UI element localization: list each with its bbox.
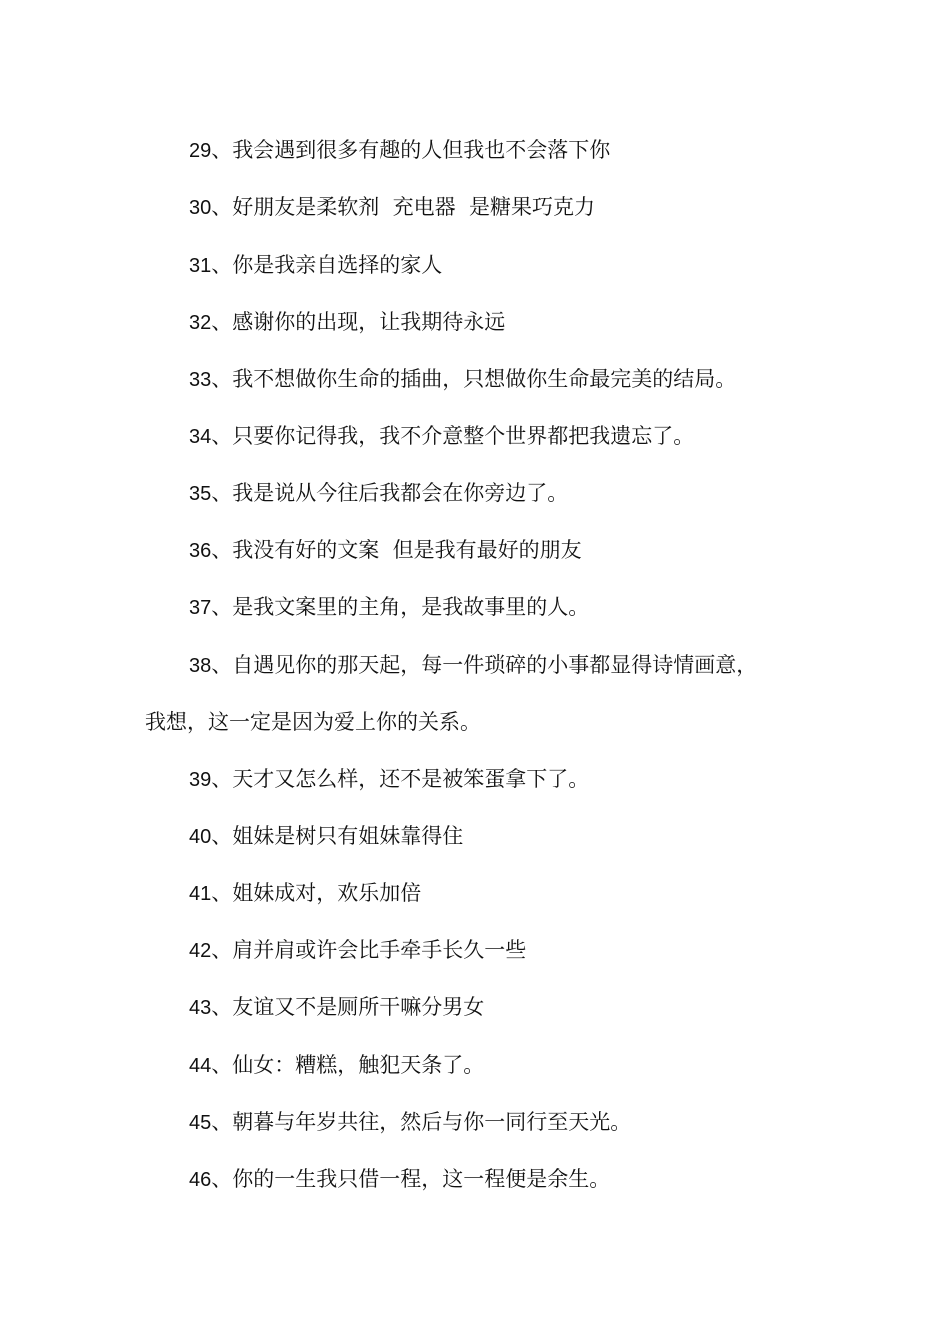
list-item [189, 592, 829, 623]
list-item [189, 935, 829, 966]
list-item [189, 992, 829, 1023]
item-separator: 、 [211, 538, 233, 562]
list-item [189, 878, 829, 909]
item-text: 自遇见你的那天起，每一件琐碎的小事都显得诗情画意， [232, 653, 758, 677]
item-separator: 、 [211, 767, 233, 791]
list-item [189, 1107, 829, 1138]
item-separator: 、 [211, 995, 233, 1019]
list-item [189, 250, 829, 281]
list-item [189, 764, 829, 795]
item-number: 44 [189, 1055, 212, 1077]
item-separator: 、 [211, 253, 233, 277]
list-item [189, 478, 829, 509]
item-separator: 、 [211, 881, 233, 905]
item-separator: 、 [211, 481, 233, 505]
item-number: 30 [189, 197, 212, 219]
item-separator: 、 [211, 195, 233, 219]
item-number: 45 [189, 1112, 212, 1134]
item-number: 41 [189, 883, 212, 905]
item-text: 姐妹成对，欢乐加倍 [232, 881, 422, 905]
item-separator: 、 [211, 938, 233, 962]
list-item [189, 364, 829, 395]
item-number: 32 [189, 312, 212, 334]
item-text: 是我文案里的主角，是我故事里的人。 [232, 595, 590, 619]
list-item [189, 1164, 829, 1195]
item-text: 感谢你的出现，让我期待永远 [232, 310, 506, 334]
item-number: 40 [189, 826, 212, 848]
list-item [189, 650, 829, 681]
item-number: 33 [189, 369, 212, 391]
list-item-continuation: 我想，这一定是因为爱上你的关系。 [145, 710, 481, 734]
item-number: 36 [189, 540, 212, 562]
item-separator: 、 [211, 367, 233, 391]
item-text: 你是我亲自选择的家人 [232, 253, 443, 277]
item-text: 友谊又不是厕所干嘛分男女 [232, 995, 485, 1019]
item-number: 37 [189, 597, 212, 619]
item-number: 35 [189, 483, 212, 505]
item-separator: 、 [211, 653, 233, 677]
item-text: 你的一生我只借一程，这一程便是余生。 [232, 1167, 611, 1191]
item-separator: 、 [211, 310, 233, 334]
list-item [189, 1050, 829, 1081]
item-text: 仙女：糟糕，触犯天条了。 [232, 1053, 485, 1077]
item-number: 34 [189, 426, 212, 448]
item-text: 朝暮与年岁共往，然后与你一同行至天光。 [232, 1110, 632, 1134]
item-separator: 、 [211, 595, 233, 619]
list-item [189, 192, 829, 223]
item-text: 我不想做你生命的插曲，只想做你生命最完美的结局。 [232, 367, 737, 391]
item-text: 姐妹是树只有姐妹靠得住 [232, 824, 464, 848]
item-separator: 、 [211, 1167, 233, 1191]
item-text: 只要你记得我，我不介意整个世界都把我遗忘了。 [232, 424, 695, 448]
list-item [189, 307, 829, 338]
item-text: 我没有好的文案 但是我有最好的朋友 [232, 538, 582, 562]
item-separator: 、 [211, 424, 233, 448]
item-separator: 、 [211, 824, 233, 848]
item-text: 好朋友是柔软剂 充电器 是糖果巧克力 [232, 195, 595, 219]
item-separator: 、 [211, 1053, 233, 1077]
list-item [189, 135, 829, 166]
item-number: 42 [189, 940, 212, 962]
item-number: 46 [189, 1169, 212, 1191]
item-text: 我是说从今往后我都会在你旁边了。 [232, 481, 569, 505]
item-number: 43 [189, 997, 212, 1019]
item-number: 31 [189, 255, 212, 277]
item-separator: 、 [211, 138, 233, 162]
item-text: 我会遇到很多有趣的人但我也不会落下你 [232, 138, 611, 162]
list-item [189, 535, 829, 566]
list-item [189, 821, 829, 852]
item-number: 29 [189, 140, 212, 162]
item-number: 39 [189, 769, 212, 791]
item-text: 天才又怎么样，还不是被笨蛋拿下了。 [232, 767, 590, 791]
item-text: 肩并肩或许会比手牵手长久一些 [232, 938, 527, 962]
item-separator: 、 [211, 1110, 233, 1134]
list-item [189, 421, 829, 452]
item-number: 38 [189, 655, 212, 677]
